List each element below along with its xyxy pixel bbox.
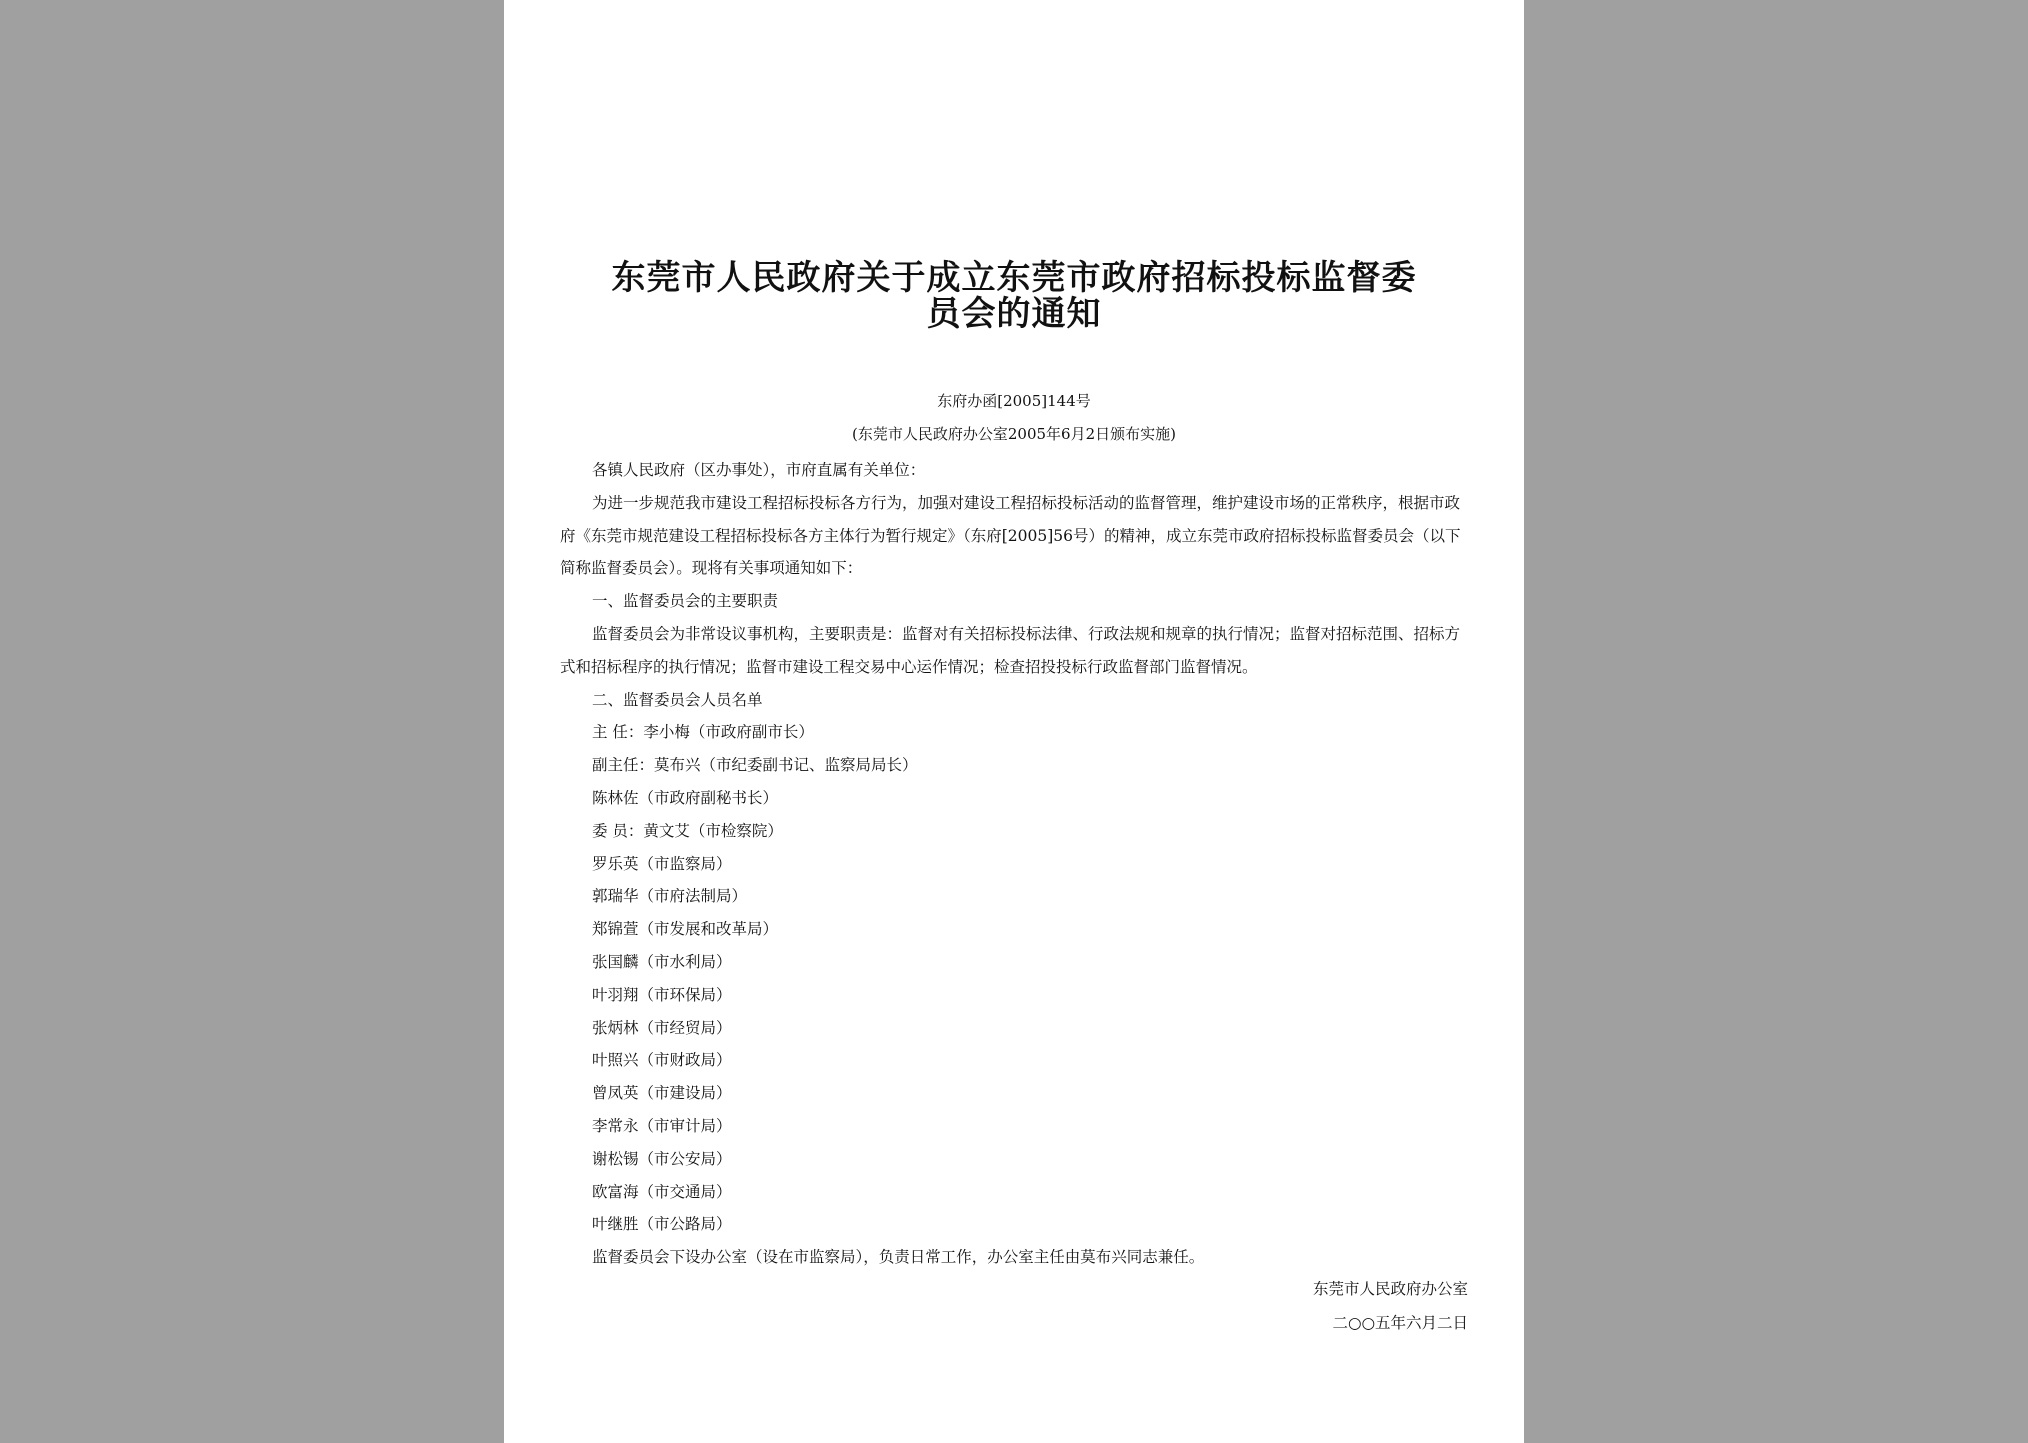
document-body (560, 454, 1465, 1274)
issued-by-line: (东莞市人民政府办公室2005年6月2日颁布实施) (852, 425, 1176, 443)
member-line: 叶照兴（市财政局） (592, 1051, 732, 1070)
member-line: 叶继胜（市公路局） (592, 1215, 732, 1234)
member-line: 副主任：莫布兴（市纪委副书记、监察局局长） (592, 756, 918, 775)
signature-organization: 东莞市人民政府办公室 (1312, 1280, 1468, 1298)
paragraph: 监督委员会下设办公室（设在市监察局），负责日常工作，办公室主任由莫布兴同志兼任。 (592, 1248, 1205, 1267)
member-line: 罗乐英（市监察局） (592, 854, 732, 873)
member-line: 谢松锡（市公安局） (592, 1149, 732, 1168)
title-line-1: 东莞市人民政府关于成立东莞市政府招标投标监督委 (611, 258, 1417, 298)
document-number: 东府办函[2005]144号 (937, 392, 1091, 410)
section-heading: 二、监督委员会人员名单 (592, 690, 763, 709)
signature-date: 二○○五年六月二日 (1332, 1314, 1468, 1332)
member-line: 委 员：黄文艾（市检察院） (592, 821, 783, 840)
member-line: 陈林佐（市政府副秘书长） (592, 788, 779, 807)
document-page (504, 0, 1524, 1443)
paragraph: 监督委员会为非常设议事机构，主要职责是：监督对有关招标投标法律、行政法规和规章的执行情况；监督对招标范围、招标方式和招标程序的执行情况；监督市建设工程交易中心运作情况；检查招投投标行政监督部门监督情况。 (560, 624, 1461, 676)
document-title (504, 260, 1524, 332)
member-line: 主 任：李小梅（市政府副市长） (592, 723, 814, 742)
title-line-2: 员会的通知 (926, 294, 1102, 334)
member-line: 欧富海（市交通局） (592, 1182, 732, 1201)
member-line: 叶羽翔（市环保局） (592, 985, 732, 1004)
member-line: 郑锦萱（市发展和改革局） (592, 920, 779, 939)
paragraph: 各镇人民政府（区办事处），市府直属有关单位： (592, 461, 926, 479)
member-line: 张国麟（市水利局） (592, 952, 732, 971)
section-heading: 一、监督委员会的主要职责 (592, 592, 779, 611)
member-line: 李常永（市审计局） (592, 1116, 732, 1135)
member-line: 曾凤英（市建设局） (592, 1084, 732, 1103)
paragraph: 为进一步规范我市建设工程招标投标各方行为，加强对建设工程招标投标活动的监督管理，维护建设市场的正常秩序，根据市政府《东莞市规范建设工程招标投标各方主体行为暂行规定》（东府[2005]56号）的精神，成立东莞市政府招标投标监督委员会（以下简称监督委员会）。现将有关事项通知如下： (560, 493, 1461, 578)
member-line: 郭瑞华（市府法制局） (592, 887, 748, 906)
member-line: 张炳林（市经贸局） (592, 1018, 732, 1037)
